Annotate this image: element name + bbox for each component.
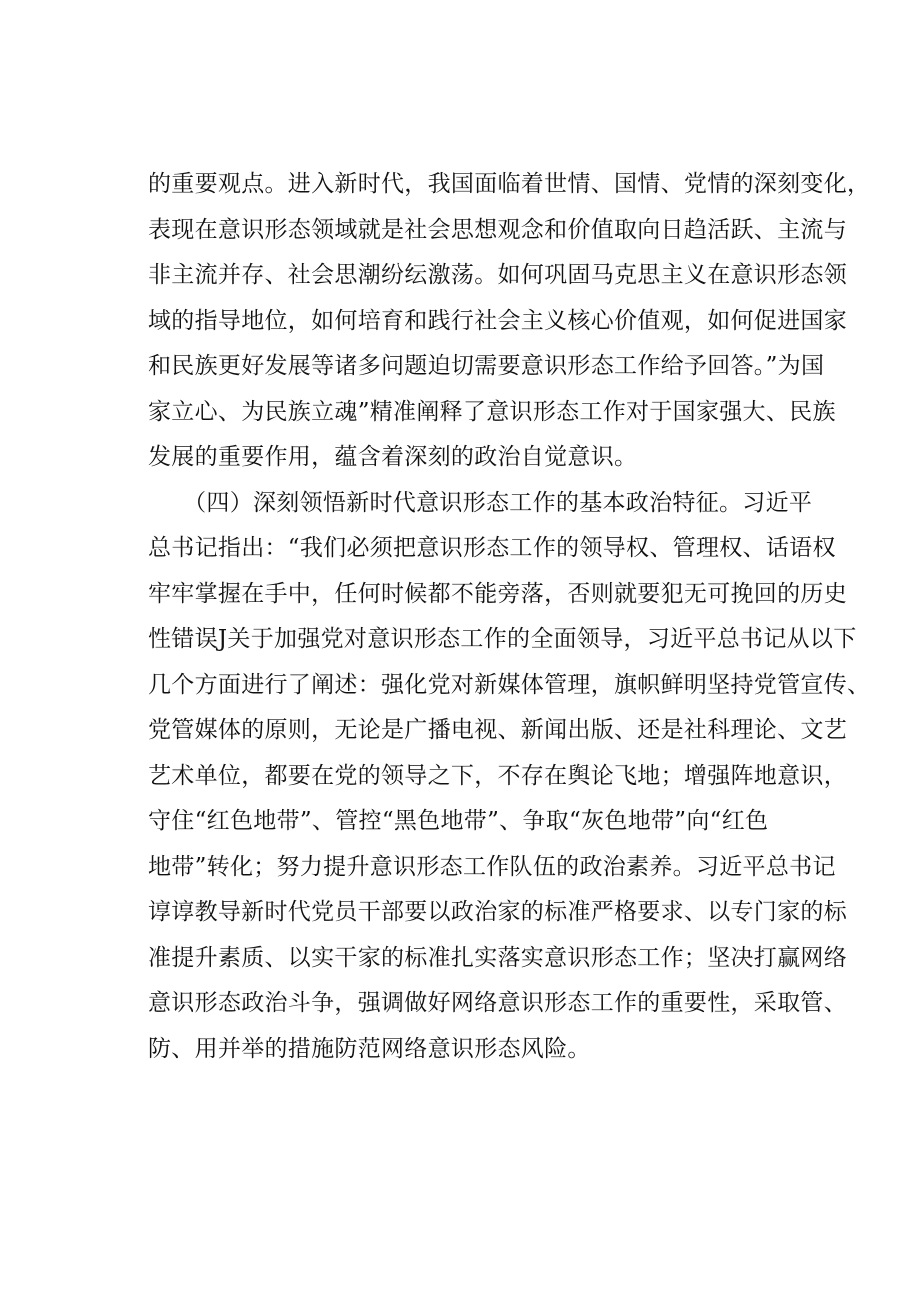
text-line-7: 发展的重要作用，蕴含着深刻的政治自觉意识。 <box>148 444 638 470</box>
text-line-11: 性错误J关于加强党对意识形态工作的全面领导，习近平总书记从以下 <box>148 626 857 652</box>
text-line-13: 党管媒体的原则，无论是广播电视、新闻出版、还是社科理论、文艺 <box>148 717 847 743</box>
text-line-6: 家立心、为民族立魂”精准阐释了意识形态工作对于国家强大、民族 <box>148 398 836 425</box>
text-line-9: 总书记指出：“我们必须把意识形态工作的领导权、管理权、话语权 <box>148 535 836 561</box>
text-line-15: 守住“红色地带”、管控“黑色地带”、争取“灰色地带”向“红色 <box>148 808 769 834</box>
text-line-4: 域的指导地位，如何培育和践行社会主义核心价值观，如何促进国家 <box>148 307 847 334</box>
text-line-18: 准提升素质、以实干家的标准扎实落实意识形态工作；坚决打赢网络 <box>148 944 847 971</box>
text-line-12: 几个方面进行了阐述：强化党对新媒体管理，旗帜鲜明坚持党管宣传、 <box>148 671 871 698</box>
text-line-14: 艺术单位，都要在党的领导之下，不存在舆论飞地；增强阵地意识， <box>148 762 847 789</box>
text-line-16: 地带”转化；努力提升意识形态工作队伍的政治素养。习近平总书记 <box>148 853 836 880</box>
body-text <box>148 162 871 1072</box>
text-line-3: 非主流并存、社会思潮纷纭激荡。如何巩固马克思主义在意识形态领 <box>148 262 847 288</box>
text-line-19: 意识形态政治斗争，强调做好网络意识形态工作的重要性，采取管、 <box>148 990 847 1016</box>
text-line-1: 的重要观点。进入新时代，我国面临着世情、国情、党情的深刻变化， <box>148 171 871 197</box>
text-line-17: 谆谆教导新时代党员干部要以政治家的标准严格要求、以专门家的标 <box>148 899 847 925</box>
text-line-20: 防、用并举的措施防范网络意识形态风险。 <box>148 1035 591 1062</box>
text-line-8: （四）深刻领悟新时代意识形态工作的基本政治特征。习近平 <box>148 489 813 516</box>
text-line-5: 和民族更好发展等诸多问题迫切需要意识形态工作给予回答。”为国 <box>148 353 825 379</box>
text-line-2: 表现在意识形态领域就是社会思想观念和价值取向日趋活跃、主流与 <box>148 216 847 243</box>
text-line-10: 牢牢掌握在手中，任何时候都不能旁落，否则就要犯无可挽回的历史 <box>148 580 847 607</box>
